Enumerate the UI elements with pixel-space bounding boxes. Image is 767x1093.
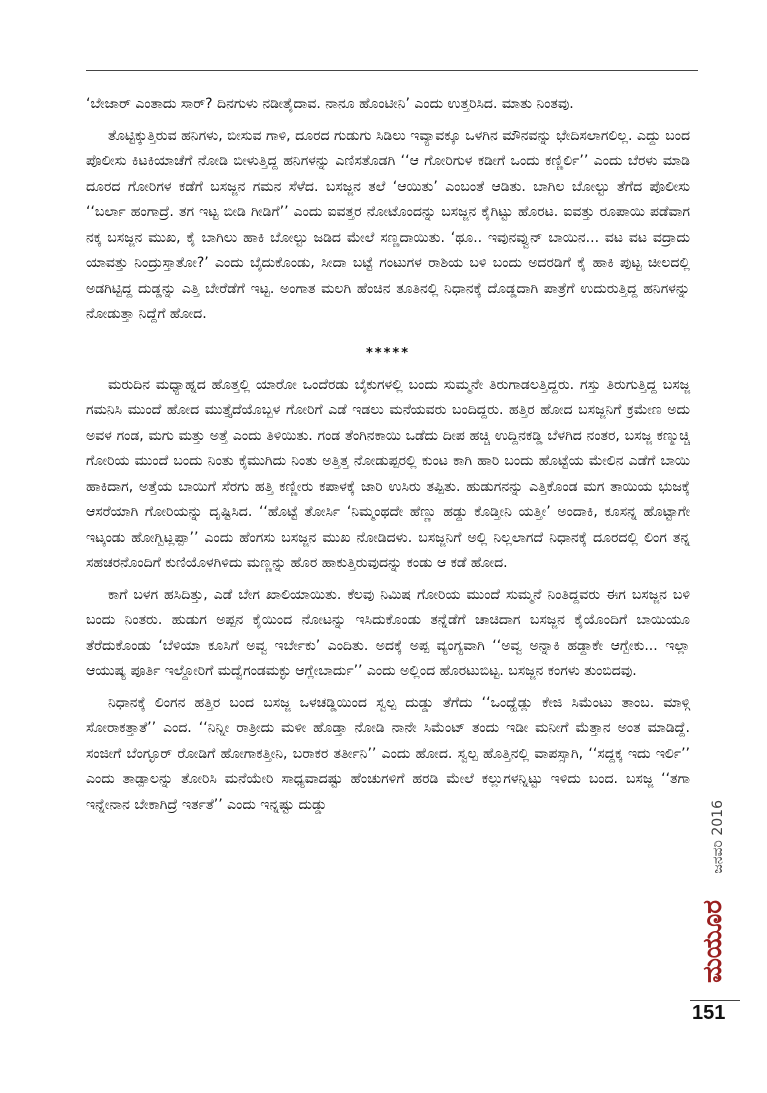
paragraph-2: ತೊಟ್ಟಿಕ್ಕುತ್ತಿರುವ ಹನಿಗಳು, ಬೀಸುವ ಗಾಳಿ, ದೂರದ ಗುಡುಗು ಸಿಡಿಲು ಇವ್ಯಾವಕ್ಕೂ ಒಳಗಿನ ಮೌನವನ್ನು ಭೇದಿಸಲಾಗಲಿಲ್ಲ. ಎದ್ದು ಬಂದ ಪೊಲೀಸು ಕಿಟಕಿಯಾಚೆಗೆ ನೋಡಿ ಬೀಳುತ್ತಿದ್ದ ಹನಿಗಳನ್ನು ಎಣಿಸತೊಡಗಿ ‘‘ಆ ಗೋರಿಗುಳ ಕಡೀಗೆ ಒಂದು ಕಣ್ಣಿರ್ಲಿ’’ ಎಂದು ಬೆರಳು ಮಾಡಿ ದೂರದ ಗೋರಿಗಳ ಕಡೆಗೆ ಬಸಜ್ಜನ ಗಮನ ಸೆಳೆದ. ಬಸಜ್ಜನ ತಲೆ ‘ಆಯಿತು’ ಎಂಬಂತೆ ಆಡಿತು. ಬಾಗಿಲ ಬೋಲ್ಟು ತೆಗೆದ ಪೊಲೀಸು ‘‘ಬರ್ಲಾ ಹಂಗಾದ್ರೆ. ತಗ ಇಟ್ಟ ಬೀಡಿ ಗೀಡಿಗೆ’’ ಎಂದು ಐವತ್ತರ ನೋಟೊಂದನ್ನು ಬಸಜ್ಜನ ಕೈಗಿಟ್ಟು ಹೊರಟ. ಐವತ್ತು ರೂಪಾಯಿ ಪಡೆವಾಗ ನಕ್ಕ ಬಸಜ್ಜನ ಮುಖ, ಕೈ ಬಾಗಿಲು ಹಾಕಿ ಬೋಲ್ಟು ಜಡಿದ ಮೇಲೆ ಸಣ್ಣದಾಯಿತು. ‘ಥೂ.. ಇವುನವ್ವುನ್ ಬಾಯಿನ... ವಟ ವಟ ವದ್ರಾದು ಯಾವತ್ತು ನಿಂದ್ರುಸ್ತಾತೋ?’ ಎಂದು ಬೈದುಕೊಂಡು, ಸೀದಾ ಬಟ್ಟೆ ಗಂಟುಗಳ ರಾಶಿಯ ಬಳಿ ಬಂದು ಅದರಡಿಗೆ ಕೈ ಹಾಕಿ ಪುಟ್ಟ ಚೀಲದಲ್ಲಿ ಅಡಗಿಟ್ಟಿದ್ದ ದುಡ್ಡನ್ನು ಎತ್ತಿ ಬೇರೆಡೆಗೆ ಇಟ್ಟ. ಅಂಗಾತ ಮಲಗಿ ಹೆಂಚಿನ ತೂತಿನಲ್ಲಿ ನಿಧಾನಕ್ಕೆ ದೊಡ್ಡದಾಗಿ ಪಾತ್ರೆಗೆ ಉದುರುತ್ತಿದ್ದ ಹನಿಗಳನ್ನು ನೋಡುತ್ತಾ ನಿದ್ದೆಗೆ ಹೋದ. — [86, 127, 690, 322]
paragraph-3: ಮರುದಿನ ಮಧ್ಯಾಹ್ನದ ಹೊತ್ತಲ್ಲಿ ಯಾರೋ ಒಂದೆರಡು ಬೈಕುಗಳಲ್ಲಿ ಬಂದು ಸುಮ್ಮನೇ ತಿರುಗಾಡಲತ್ತಿದ್ದರು. ಗಸ್ತು ತಿರುಗುತ್ತಿದ್ದ ಬಸಜ್ಜ ಗಮನಿಸಿ ಮುಂದೆ ಹೋದ ಮುತ್ತೈದೆಯೊಬ್ಬಳ ಗೋರಿಗೆ ಎಡೆ ಇಡಲು ಮನೆಯವರು ಬಂದಿದ್ದರು. ಹತ್ತಿರ ಹೋದ ಬಸಜ್ಜನಿಗೆ ಕ್ರಮೇಣ ಅದು ಅವಳ ಗಂಡ, ಮಗು ಮತ್ತು ಅತ್ತೆ ಎಂದು ತಿಳಿಯಿತು. ಗಂಡ ತೆಂಗಿನಕಾಯಿ ಒಡೆದು ದೀಪ ಹಚ್ಚಿ ಉದ್ದಿನಕಡ್ಡಿ ಬೆಳಗಿದ ನಂತರ, ಬಸಜ್ಜ ಕಣ್ಮುಚ್ಚಿ ಗೋರಿಯ ಮುಂದೆ ಬಂದು ನಿಂತು ಕೈಮುಗಿದು ನಿಂತು ಅತ್ತಿತ್ತ ನೋಡುಪ್ಪರಲ್ಲಿ ಕುಂಟ ಕಾಗಿ ಹಾರಿ ಬಂದು ಹೊಟ್ಟೆಯ ಮೇಲಿನ ಎಡೆಗೆ ಬಾಯಿ ಹಾಕಿದಾಗ, ಅತ್ತೆಯ ಬಾಯಿಗೆ ಸೆರಗು ಹತ್ತಿ ಕಣ್ಣೀರು ಕಪಾಳಕ್ಕೆ ಜಾರಿ ಉಸಿರು ತಪ್ಪಿತು. ಹುಡುಗನನ್ನು ಎತ್ತಿಕೊಂಡ ಮಗ ತಾಯಿಯ ಭುಜಕ್ಕೆ ಆಸರೆಯಾಗಿ ಗೋರಿಯನ್ನು ದೃಷ್ಟಿಸಿದ. ‘‘ಹೊಟ್ಟೆ ತೋರ್ಸಿ ‘ನಿಮ್ಮಂಥದೇ ಹೆಣ್ಣು ಹಡ್ದು ಕೊಡ್ತೀನಿ ಯತ್ತೀ’ ಅಂದಾಕಿ, ಕೂಸನ್ನ ಹೊಟ್ಟಾಗೇ ಇಟ್ಕಂಡು ಹೋಗ್ಬಿಟ್ಲಪ್ಪಾ’’ ಎಂದು ಹೆಂಗಸು ಬಸಜ್ಜನ ಮುಖ ನೋಡಿದಳು. ಬಸಜ್ಜನಿಗೆ ಅಲ್ಲಿ ನಿಲ್ಲಲಾಗದೆ ನಿಧಾನಕ್ಕೆ ದೂರದಲ್ಲಿ ಲಿಂಗ ತನ್ನ ಸಹಚರನೊಂದಿಗೆ ಕುಣಿಯೊಳಗಿಳಿದು ಮಣ್ಣನ್ನು ಹೊರ ಹಾಕುತ್ತಿರುವುದನ್ನು ಕಂಡು ಆ ಕಡೆ ಹೋದ. — [86, 376, 690, 571]
section-separator: ***** — [366, 345, 410, 361]
paragraph-1: ‘ಬೇಜಾರ್ ಎಂತಾದು ಸಾರ್? ದಿನಗುಳು ನಡೀತೈದಾವ. ನಾನೂ ಹೊಂಟೀನಿ’ ಎಂದು ಉತ್ತರಿಸಿದ. ಮಾತು ನಿಂತವು. — [86, 96, 574, 112]
magazine-logo: ಮಯೂರ — [698, 900, 728, 983]
side-banner — [680, 800, 740, 1000]
footer-rule — [690, 1000, 740, 1001]
article-body — [86, 92, 690, 824]
top-rule — [86, 70, 698, 71]
paragraph-5: ನಿಧಾನಕ್ಕೆ ಲಿಂಗನ ಹತ್ತಿರ ಬಂದ ಬಸಜ್ಜ ಒಳಚಡ್ಡಿಯಿಂದ ಸ್ವಲ್ಪ ದುಡ್ಡು ತೆಗೆದು ‘‘ಒಂದ್ಹೆಡ್ಲು ಕೇಜಿ ಸಿಮೆಂಟು ತಾಂಬ. ಮಾಳ್ಗಿ ಸೋರಾಕತ್ತಾತೆ’’ ಎಂದ. ‘‘ನಿನ್ನೀ ರಾತ್ರೀದು ಮಳೀ ಹೊಡ್ತಾ ನೋಡಿ ನಾನೇ ಸಿಮೆಂಟ್ ತಂದು ಇಡೀ ಮನೀಗೆ ಮೆತ್ತಾನ ಅಂತ ಮಾಡಿದ್ದೆ. ಸಂಜೀಗೆ ಬೆಂಗ್ಳೂರ್ ರೋಡಿಗೆ ಹೋಗಾಕತ್ತೀನಿ, ಬರಾಕರ ತರ್ತೀನಿ’’ ಎಂದು ಹೋದ. ಸ್ವಲ್ಪ ಹೊತ್ತಿನಲ್ಲಿ ವಾಪಸ್ಸಾಗಿ, ‘‘ಸದ್ದಕ್ಕ ಇದು ಇರ್ಲಿ’’ ಎಂದು ತಾಡ್ಪಾಲನ್ನು ತೋರಿಸಿ ಮನೆಯೇರಿ ಸಾಧ್ಯವಾದಷ್ಟು ಹೆಂಚುಗಳಿಗೆ ಹರಡಿ ಮೇಲೆ ಕಲ್ಲುಗಳನ್ನಿಟ್ಟು ಇಳಿದು ಬಂದ. ಬಸಜ್ಜ ‘‘ತಗಾ ಇನ್ನೇನಾನ ಬೇಕಾಗಿದ್ರೆ ಇರ್ತತೆ’’ ಎಂದು ಇನ್ನಷ್ಟು ದುಡ್ಡು — [86, 694, 690, 813]
page-number: 151 — [692, 1002, 726, 1024]
issue-date: ಜನವರಿ 2016 — [710, 800, 726, 874]
paragraph-4: ಕಾಗೆ ಬಳಗ ಹಸಿದಿತ್ತು, ಎಡೆ ಬೇಗ ಖಾಲಿಯಾಯಿತು. ಕೆಲವು ನಿಮಿಷ ಗೋರಿಯ ಮುಂದೆ ಸುಮ್ಮನೆ ನಿಂತಿದ್ದವರು ಈಗ ಬಸಜ್ಜನ ಬಳಿ ಬಂದು ನಿಂತರು. ಹುಡುಗ ಅಪ್ಪನ ಕೈಯಿಂದ ನೋಟನ್ನು ಇಸಿದುಕೊಂಡು ತನ್ನೆಡೆಗೆ ಚಾಚಿದಾಗ ಬಸಜ್ಜನ ಕೈಯೊಂದಿಗೆ ಬಾಯಿಯೂ ತೆರೆದುಕೊಂಡು ‘ಬೆಳಿಯಾ ಕೂಸಿಗೆ ಅವ್ವ ಇರ್ಬೇಕು’ ಎಂದಿತು. ಅದಕ್ಕೆ ಅಪ್ಪ ವ್ಯಂಗ್ಯವಾಗಿ ‘‘ಅವ್ವ ಅನ್ನಾಕಿ ಹಡ್ದಾಕೇ ಆಗ್ಬೇಕು... ಇಲ್ಲಾ ಆಯುಷ್ಯ ಪೂರ್ತಿ ಇಲ್ದೋರಿಗೆ ಮದ್ವೆಗಂಡಮಕ್ಳು ಆಗ್ಲೇಬಾರ್ದು’’ ಎಂದು ಅಲ್ಲಿಂದ ಹೊರಟುಬಿಟ್ಟ. ಬಸಜ್ಜನ ಕಂಗಳು ತುಂಬಿದವು. — [86, 586, 690, 679]
